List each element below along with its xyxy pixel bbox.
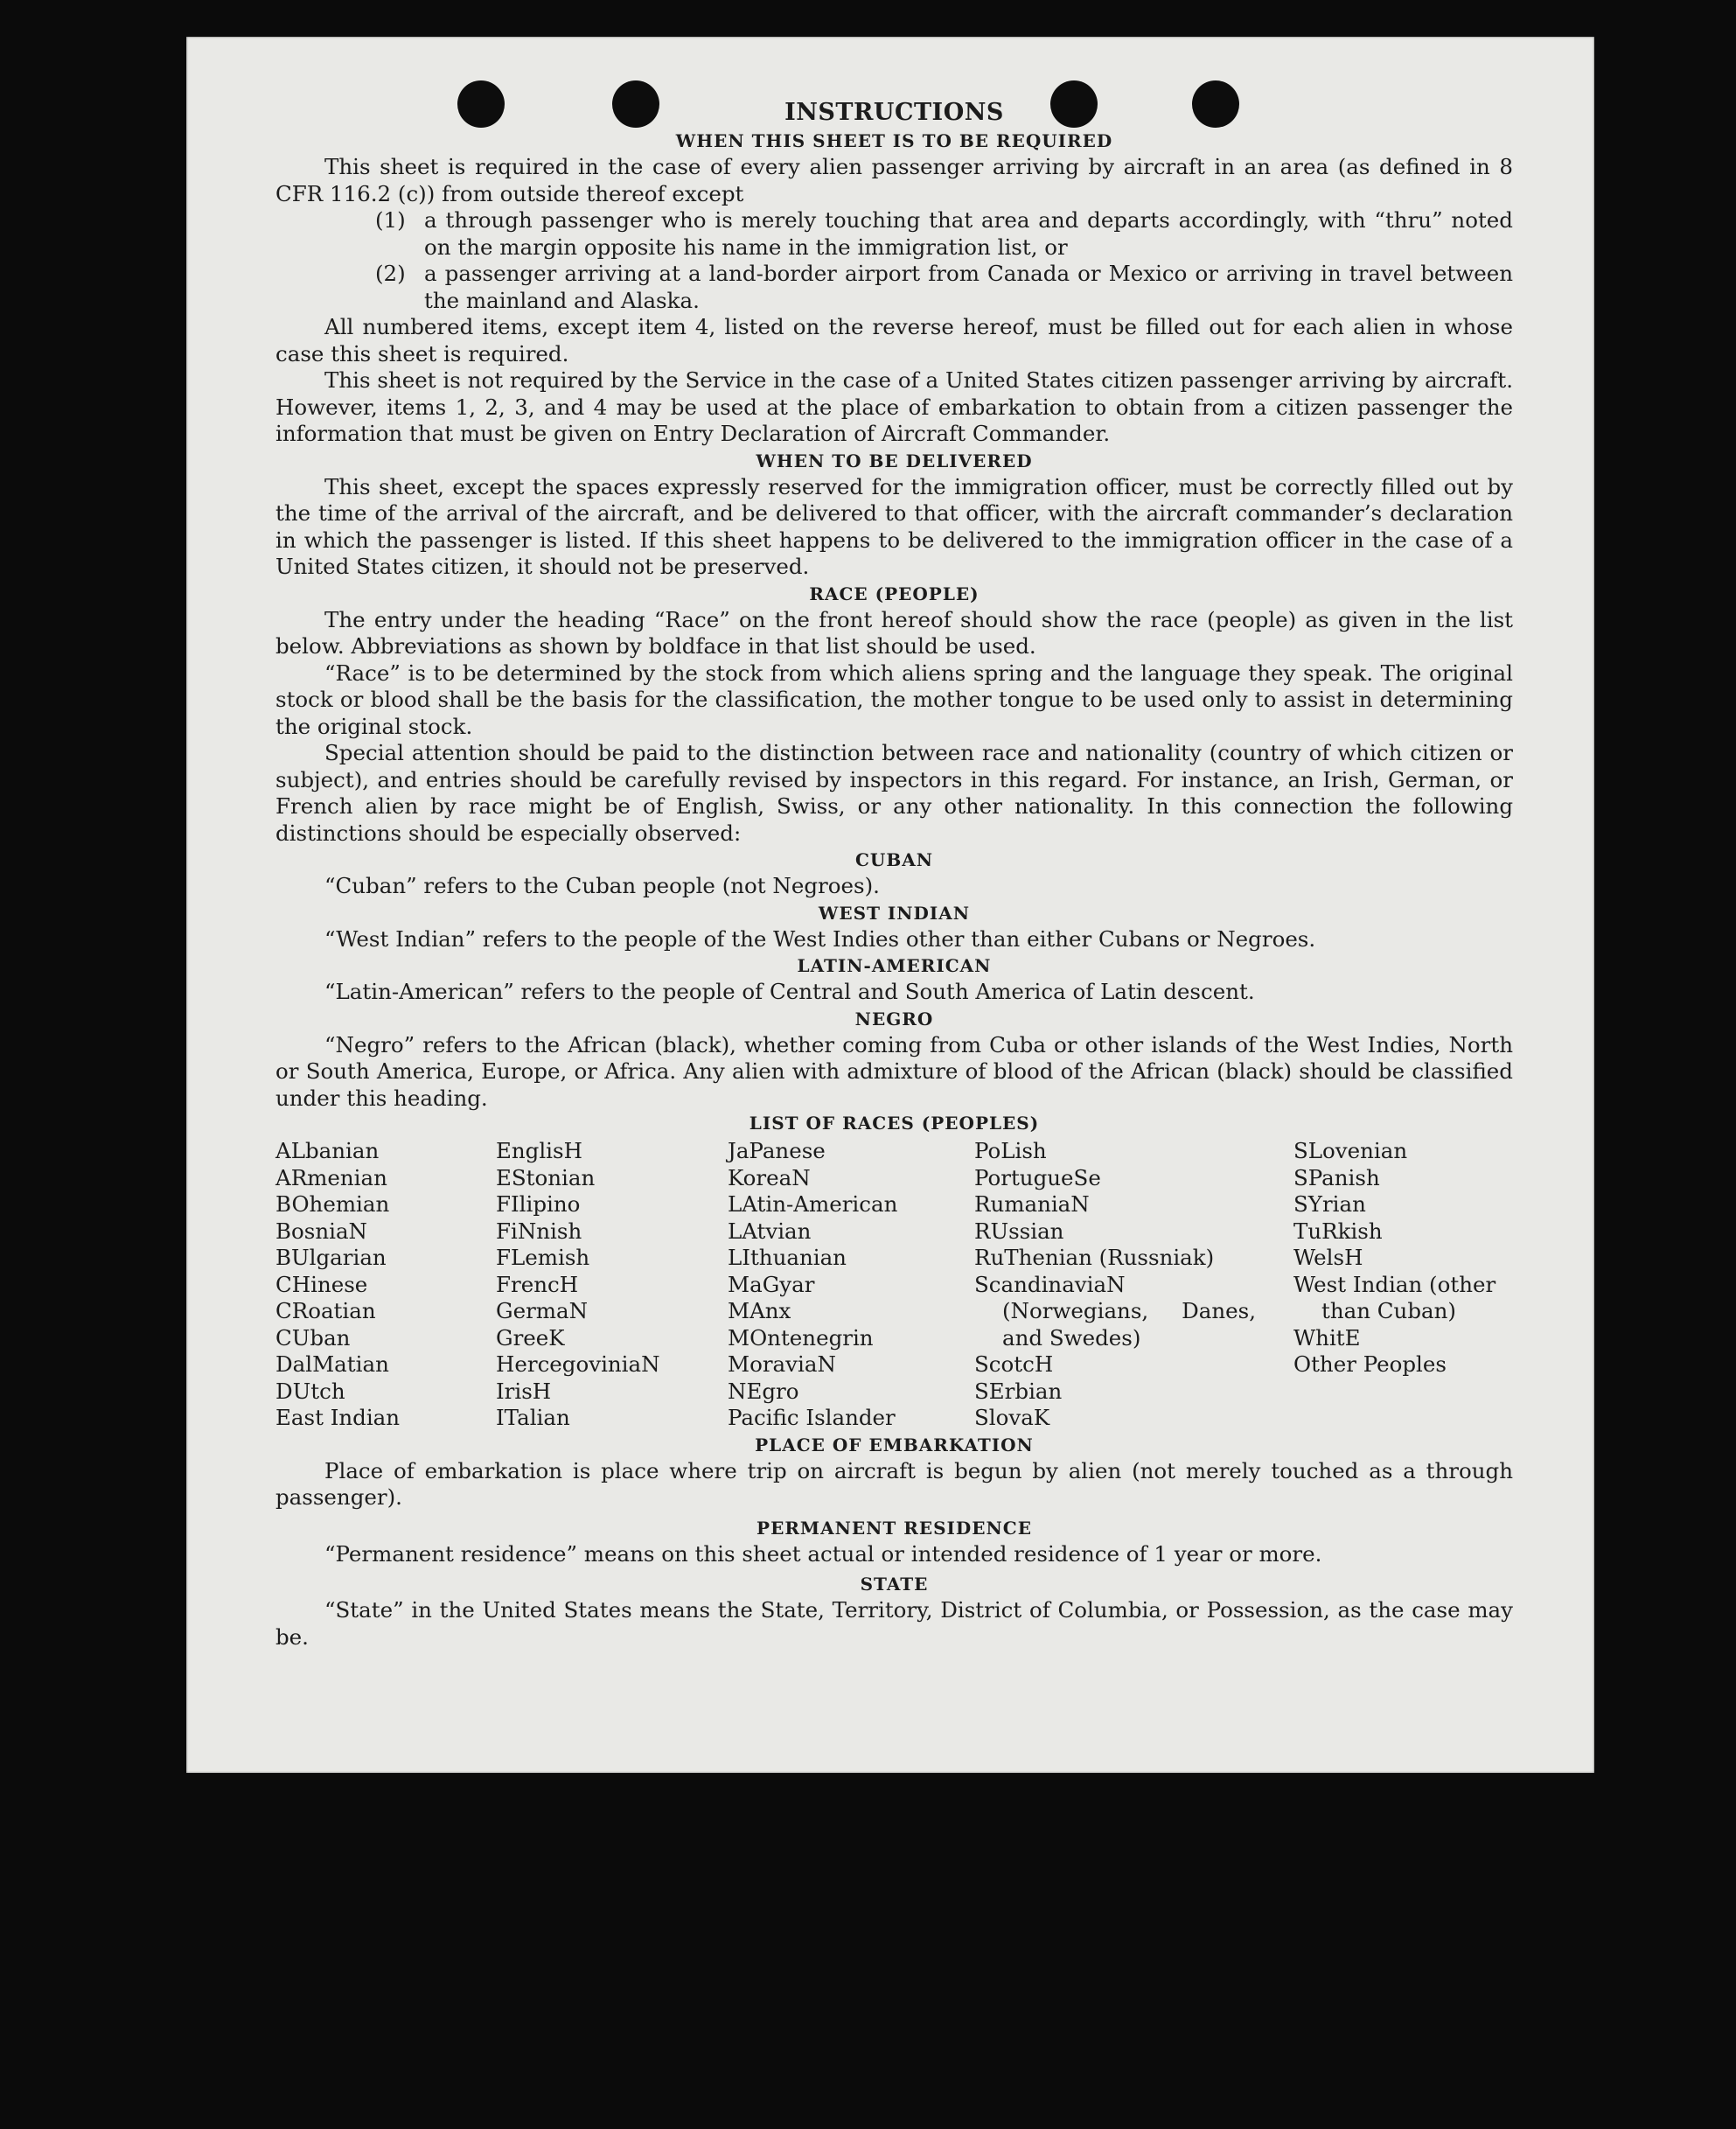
race-entry: BUlgarian (275, 1245, 387, 1270)
race-entry: ALbanian (275, 1138, 380, 1163)
race-entry: PortugueSe (974, 1164, 1101, 1190)
race-entry: RuThenian (Russniak) (974, 1245, 1215, 1270)
instruction-sheet (186, 37, 1594, 1773)
race-entry: JaPanese (728, 1138, 826, 1163)
race-column (275, 1138, 496, 1432)
section-heading: NEGRO (854, 1008, 934, 1030)
paragraph: This sheet, except the spaces expressly reserved for the immigration officer, must be correctly filled out by the time of the arrival of the aircraft, and be delivered to that officer, with the aircraft commander’s declaration in which the passenger is listed. If this sheet happens to be delivered to the immigration officer in the case of a United States citizen, it should not be preserved. (275, 473, 1513, 579)
race-entry: MAnx (728, 1298, 791, 1323)
race-entry: East Indian (275, 1405, 401, 1430)
paragraph: “State” in the United States means the State, Territory, District of Columbia, or Possession, as the case may be. (275, 1597, 1513, 1650)
paragraph: The entry under the heading “Race” on the front hereof should show the race (people) as given in the list below. Abbreviations as shown by boldface in that list should be used. (275, 606, 1513, 659)
section-heading: LATIN-AMERICAN (797, 955, 992, 976)
race-entry: CRoatian (275, 1298, 376, 1323)
race-entry: ScandinaviaN (Norwegians, Danes, and Swedes) (974, 1271, 1256, 1351)
race-column (1293, 1138, 1513, 1432)
race-entry: ITalian (496, 1405, 570, 1430)
race-entry: GermaN (496, 1298, 589, 1323)
paragraph: “Cuban” refers to the Cuban people (not Negroes). (324, 873, 880, 898)
race-entry: PoLish (974, 1138, 1047, 1163)
race-entry: WhitE (1293, 1324, 1361, 1351)
race-entry: TuRkish (1293, 1218, 1383, 1244)
section-heading: WHEN THIS SHEET IS TO BE REQUIRED (675, 130, 1113, 151)
race-entry: EnglisH (496, 1138, 582, 1163)
paragraph: This sheet is not required by the Service in the case of a United States citizen passenger arriving by aircraft. However, items 1, 2, 3, and 4 may be used at the place of embarkation to obtain from a citizen passenger the information that must be given on Entry Declaration of Aircraft Commander. (275, 367, 1513, 446)
paragraph: “West Indian” refers to the people of the West Indies other than either Cubans or Negroes. (324, 925, 1316, 952)
race-entry: ARmenian (275, 1164, 387, 1190)
item-text: a passenger arriving at a land-border airport from Canada or Mexico or arriving in travel between the mainland and Alaska. (424, 261, 1513, 313)
paragraph: Place of embarkation is place where trip on aircraft is begun by alien (not merely touched as a through passenger). (275, 1457, 1513, 1510)
race-entry: MoraviaN (728, 1351, 836, 1377)
race-entry: LAtvian (728, 1218, 812, 1244)
race-entry: FLemish (496, 1245, 590, 1270)
race-column (728, 1138, 974, 1432)
race-entry: SErbian (974, 1378, 1063, 1404)
paragraph: This sheet is required in the case of every alien passenger arriving by aircraft in an area (as defined in 8 CFR 116.2 (c)) from outside thereof except (275, 154, 1513, 206)
list-item (275, 207, 1513, 261)
race-entry: EStonian (496, 1164, 596, 1190)
paragraph: Special attention should be paid to the distinction between race and nationality (country of which citizen or subject), and entries should be carefully revised by inspectors in this regard. For instance, an Irish, German, or French alien by race might be of English, Swiss, or any other nationality. In this connection the following distinctions should be especially observed: (275, 740, 1513, 846)
section-heading: PERMANENT RESIDENCE (756, 1517, 1032, 1539)
race-entry: KoreaN (728, 1164, 811, 1190)
race-entry: CHinese (275, 1271, 368, 1297)
race-entry: MOntenegrin (728, 1324, 874, 1351)
paragraph: “Race” is to be determined by the stock from which aliens spring and the language they speak. The original stock or blood shall be the basis for the classification, the mother tongue to be used only to assist in determining the original stock. (275, 660, 1513, 739)
race-entry: LAtin-American (728, 1191, 898, 1217)
section-heading: WEST INDIAN (818, 902, 971, 924)
race-entry: West Indian (other than Cuban) (1293, 1271, 1496, 1323)
race-entry: SLovenian (1293, 1138, 1408, 1163)
item-number: (1) (375, 207, 406, 233)
section-heading: RACE (PEOPLE) (809, 583, 980, 604)
section-heading: PLACE OF EMBARKATION (755, 1434, 1034, 1455)
race-entry: GreeK (496, 1324, 565, 1351)
item-text: a through passenger who is merely touching that area and departs accordingly, with “thru” noted on the margin opposite his name in the immigration list, or (424, 207, 1513, 260)
race-entry: Other Peoples (1293, 1351, 1447, 1377)
race-column (496, 1138, 728, 1432)
paragraph: “Latin-American” refers to the people of Central and South America of Latin descent. (324, 979, 1255, 1004)
race-entry: DUtch (275, 1378, 345, 1404)
race-entry: CUban (275, 1324, 351, 1351)
race-entry: WelsH (1293, 1245, 1363, 1270)
race-column (974, 1138, 1293, 1432)
race-entry: NEgro (728, 1378, 799, 1404)
race-entry: ScotcH (974, 1351, 1054, 1377)
item-number: (2) (375, 261, 406, 286)
paragraph: “Permanent residence” means on this sheet actual or intended residence of 1 year or more. (324, 1540, 1322, 1567)
race-entry: SYrian (1293, 1191, 1366, 1217)
race-entry: MaGyar (728, 1271, 815, 1297)
race-entry: RumaniaN (974, 1191, 1090, 1217)
race-list (275, 1138, 1513, 1432)
paragraph: “Negro” refers to the African (black), whether coming from Cuba or other islands of the West Indies, North or South America, Europe, or Africa. Any alien with admixture of blood of the African (black) should be classified under this heading. (275, 1031, 1513, 1111)
race-entry: LIthuanian (728, 1245, 847, 1270)
list-item (275, 261, 1513, 314)
race-entry: FrencH (496, 1271, 579, 1297)
section-heading: WHEN TO BE DELIVERED (756, 450, 1033, 471)
section-heading: CUBAN (854, 849, 934, 870)
page-title: INSTRUCTIONS (784, 99, 1004, 126)
race-entry: SlovaK (974, 1405, 1050, 1430)
race-entry: FiNnish (496, 1218, 582, 1244)
race-entry: RUssian (974, 1218, 1064, 1244)
race-entry: DalMatian (275, 1351, 389, 1377)
sheet-content (275, 98, 1513, 1651)
race-entry: FIlipino (496, 1191, 581, 1217)
race-entry: SPanish (1293, 1164, 1380, 1190)
race-entry: HercegoviniaN (496, 1351, 660, 1377)
race-entry: BOhemian (275, 1191, 390, 1217)
section-heading: STATE (860, 1574, 929, 1595)
section-heading: LIST OF RACES (PEOPLES) (749, 1113, 1040, 1134)
race-entry: Pacific Islander (728, 1405, 896, 1430)
race-entry: BosniaN (275, 1218, 367, 1244)
paragraph: All numbered items, except item 4, listed on the reverse hereof, must be filled out for each alien in whose case this sheet is required. (275, 314, 1513, 366)
race-entry: IrisH (496, 1378, 552, 1404)
